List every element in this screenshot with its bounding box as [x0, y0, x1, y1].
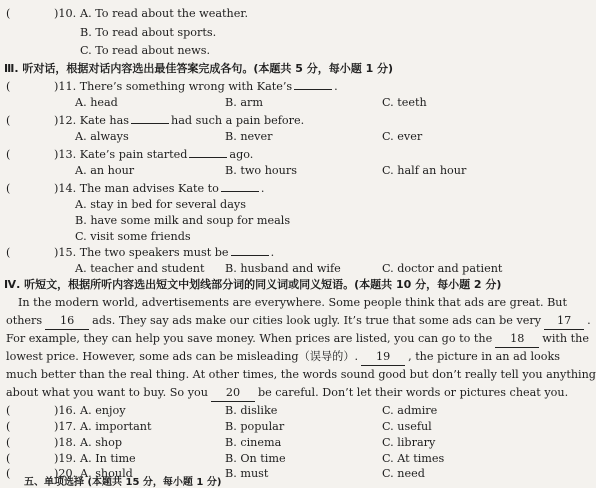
option-c: C. admire — [382, 404, 438, 417]
section-3-heading: Ⅲ. 听对话，根据对话内容选出最佳答案完成各句。(本题共 5 分，每小题 1 分) — [4, 62, 394, 75]
option-b: B. dislike — [225, 404, 278, 417]
answer-paren[interactable]: ( — [6, 436, 11, 449]
option-b: B. arm — [225, 96, 263, 109]
question-number: )17. — [54, 420, 77, 433]
fill-blank — [221, 181, 259, 192]
passage-line: lowest price. However, some ads can be misleading（误导的）. 19 , the picture in an ad looks — [6, 349, 546, 366]
option-c: C. At times — [382, 452, 445, 465]
fill-blank — [231, 245, 269, 256]
question-number: )19. — [54, 452, 77, 465]
section-4-heading: Ⅳ. 听短文，根据所听内容选出短文中划线部分词的同义词或同义短语。(本题共 10 分，每小题 2 分) — [4, 278, 502, 291]
option-a: A. head — [75, 96, 118, 109]
answer-paren[interactable]: ( — [6, 114, 11, 127]
blank-19: 19 — [361, 349, 405, 366]
exam-page: ( )10. A. To read about the weather. B. To read about sports. C. To read about news. Ⅲ. 听对话，根据对话内容选出最佳答案完成各句。(本题共 5 分，每小题 1 分) ( )11. There’s something wrong with Kate’s . A. head B. arm C. teeth ( )12. Kate has had such a pain before. A. always B. never C. ever ( )13. Kate’s pain started ago. A. an hour B. two hours C. half an hour ( )14. The man advises Kate to . A. stay in bed for several days B. have some milk and soup for meals C. visit some friends ( )15. The two speakers must be . A. teacher and student B. husband and wife C. doctor and patient Ⅳ. 听短文，根据所听内容选出短文中划线部分词的同义词或同义短语。(本题共 10 分，每小题 2 分) In the modern world, advertisements are everywhere. Some people think that ads are great. But others 16 ads. They say ads make our cities look ugly. It’s true that some ads can be very 17 . For example, they can help you save money. When prices are listed, you can go to the 18 with the lowest price. However, some ads can be misleading（误导的）. 19 , the picture in an ad looks much better than the real thing. At other times, the words sound good but don’t really tell you anything about what you want to buy. So you 20 be careful. Don’t let their words or pictures cheat you. ( )16. A. enjoy B. dislike C. admire ( )17. A. important B. popular C. useful ( )18. A. shop B. cinema C. library ( )19. A. In time B. On time C. At times ( )20. A. should B. must C. need 五、单项选择 (本题共 15 分，每小题 1 分) — [0, 0, 552, 477]
question-stem: )12. Kate has — [54, 114, 130, 127]
option-c: C. half an hour — [382, 164, 467, 177]
answer-paren[interactable]: ( — [6, 246, 11, 259]
blank-20: 20 — [211, 385, 255, 402]
answer-paren[interactable]: ( — [6, 80, 11, 93]
question-number: )16. — [54, 404, 77, 417]
fill-blank — [294, 79, 332, 90]
option-c: C. To read about news. — [80, 44, 211, 57]
answer-paren[interactable]: ( — [6, 148, 11, 161]
option-a: A. shop — [80, 436, 123, 449]
option-c: C. ever — [382, 130, 423, 143]
answer-paren[interactable]: ( — [6, 7, 11, 20]
passage-line: others 16 ads. They say ads make our cities look ugly. It’s true that some ads can be very 17 . — [6, 313, 546, 330]
question-number: )20. — [54, 467, 77, 480]
option-a: A. stay in bed for several days — [75, 198, 246, 211]
option-b: B. must — [225, 467, 269, 480]
answer-paren[interactable]: ( — [6, 467, 11, 480]
question-stem: )11. There’s something wrong with Kate’s — [54, 80, 293, 93]
answer-paren[interactable]: ( — [6, 420, 11, 433]
question-number: )18. — [54, 436, 77, 449]
option-b: B. To read about sports. — [80, 26, 217, 39]
option-b: B. popular — [225, 420, 285, 433]
answer-paren[interactable]: ( — [6, 404, 11, 417]
option-c: C. doctor and patient — [382, 262, 503, 275]
blank-17: 17 — [544, 313, 584, 330]
fill-blank — [189, 147, 227, 158]
passage-line: In the modern world, advertisements are everywhere. Some people think that ads are great. But — [18, 296, 568, 309]
option-b: B. On time — [225, 452, 286, 465]
option-b: B. have some milk and soup for meals — [75, 214, 291, 227]
blank-18: 18 — [495, 331, 539, 348]
blank-16: 16 — [45, 313, 89, 330]
option-a: A. an hour — [75, 164, 135, 177]
option-b: B. two hours — [225, 164, 297, 177]
option-a: A. important — [80, 420, 152, 433]
question-stem: )15. The two speakers must be — [54, 246, 229, 259]
option-a: A. To read about the weather. — [80, 7, 248, 20]
passage-line: about what you want to buy. So you 20 be careful. Don’t let their words or pictures cheat you. — [6, 385, 546, 402]
option-c: C. useful — [382, 420, 432, 433]
option-c: C. need — [382, 467, 425, 480]
passage-line: For example, they can help you save money. When prices are listed, you can go to the 18 with the — [6, 331, 546, 348]
option-c: C. teeth — [382, 96, 427, 109]
question-stem: )13. Kate’s pain started — [54, 148, 188, 161]
option-a: A. always — [75, 130, 129, 143]
answer-paren[interactable]: ( — [6, 452, 11, 465]
option-b: B. never — [225, 130, 273, 143]
question-number: )10. — [54, 7, 77, 20]
option-a: A. enjoy — [80, 404, 126, 417]
option-a: A. should — [80, 467, 133, 480]
answer-paren[interactable]: ( — [6, 182, 11, 195]
fill-blank — [131, 113, 169, 124]
option-a: A. In time — [80, 452, 136, 465]
next-section-cutoff: 五、单项选择 (本题共 15 分，每小题 1 分) — [24, 477, 222, 488]
option-a: A. teacher and student — [75, 262, 205, 275]
passage-line: much better than the real thing. At other times, the words sound good but don’t really tell you anything — [6, 368, 596, 381]
option-c: C. library — [382, 436, 436, 449]
option-b: B. husband and wife — [225, 262, 341, 275]
option-c: C. visit some friends — [75, 230, 191, 243]
option-b: B. cinema — [225, 436, 282, 449]
question-stem: )14. The man advises Kate to — [54, 182, 219, 195]
